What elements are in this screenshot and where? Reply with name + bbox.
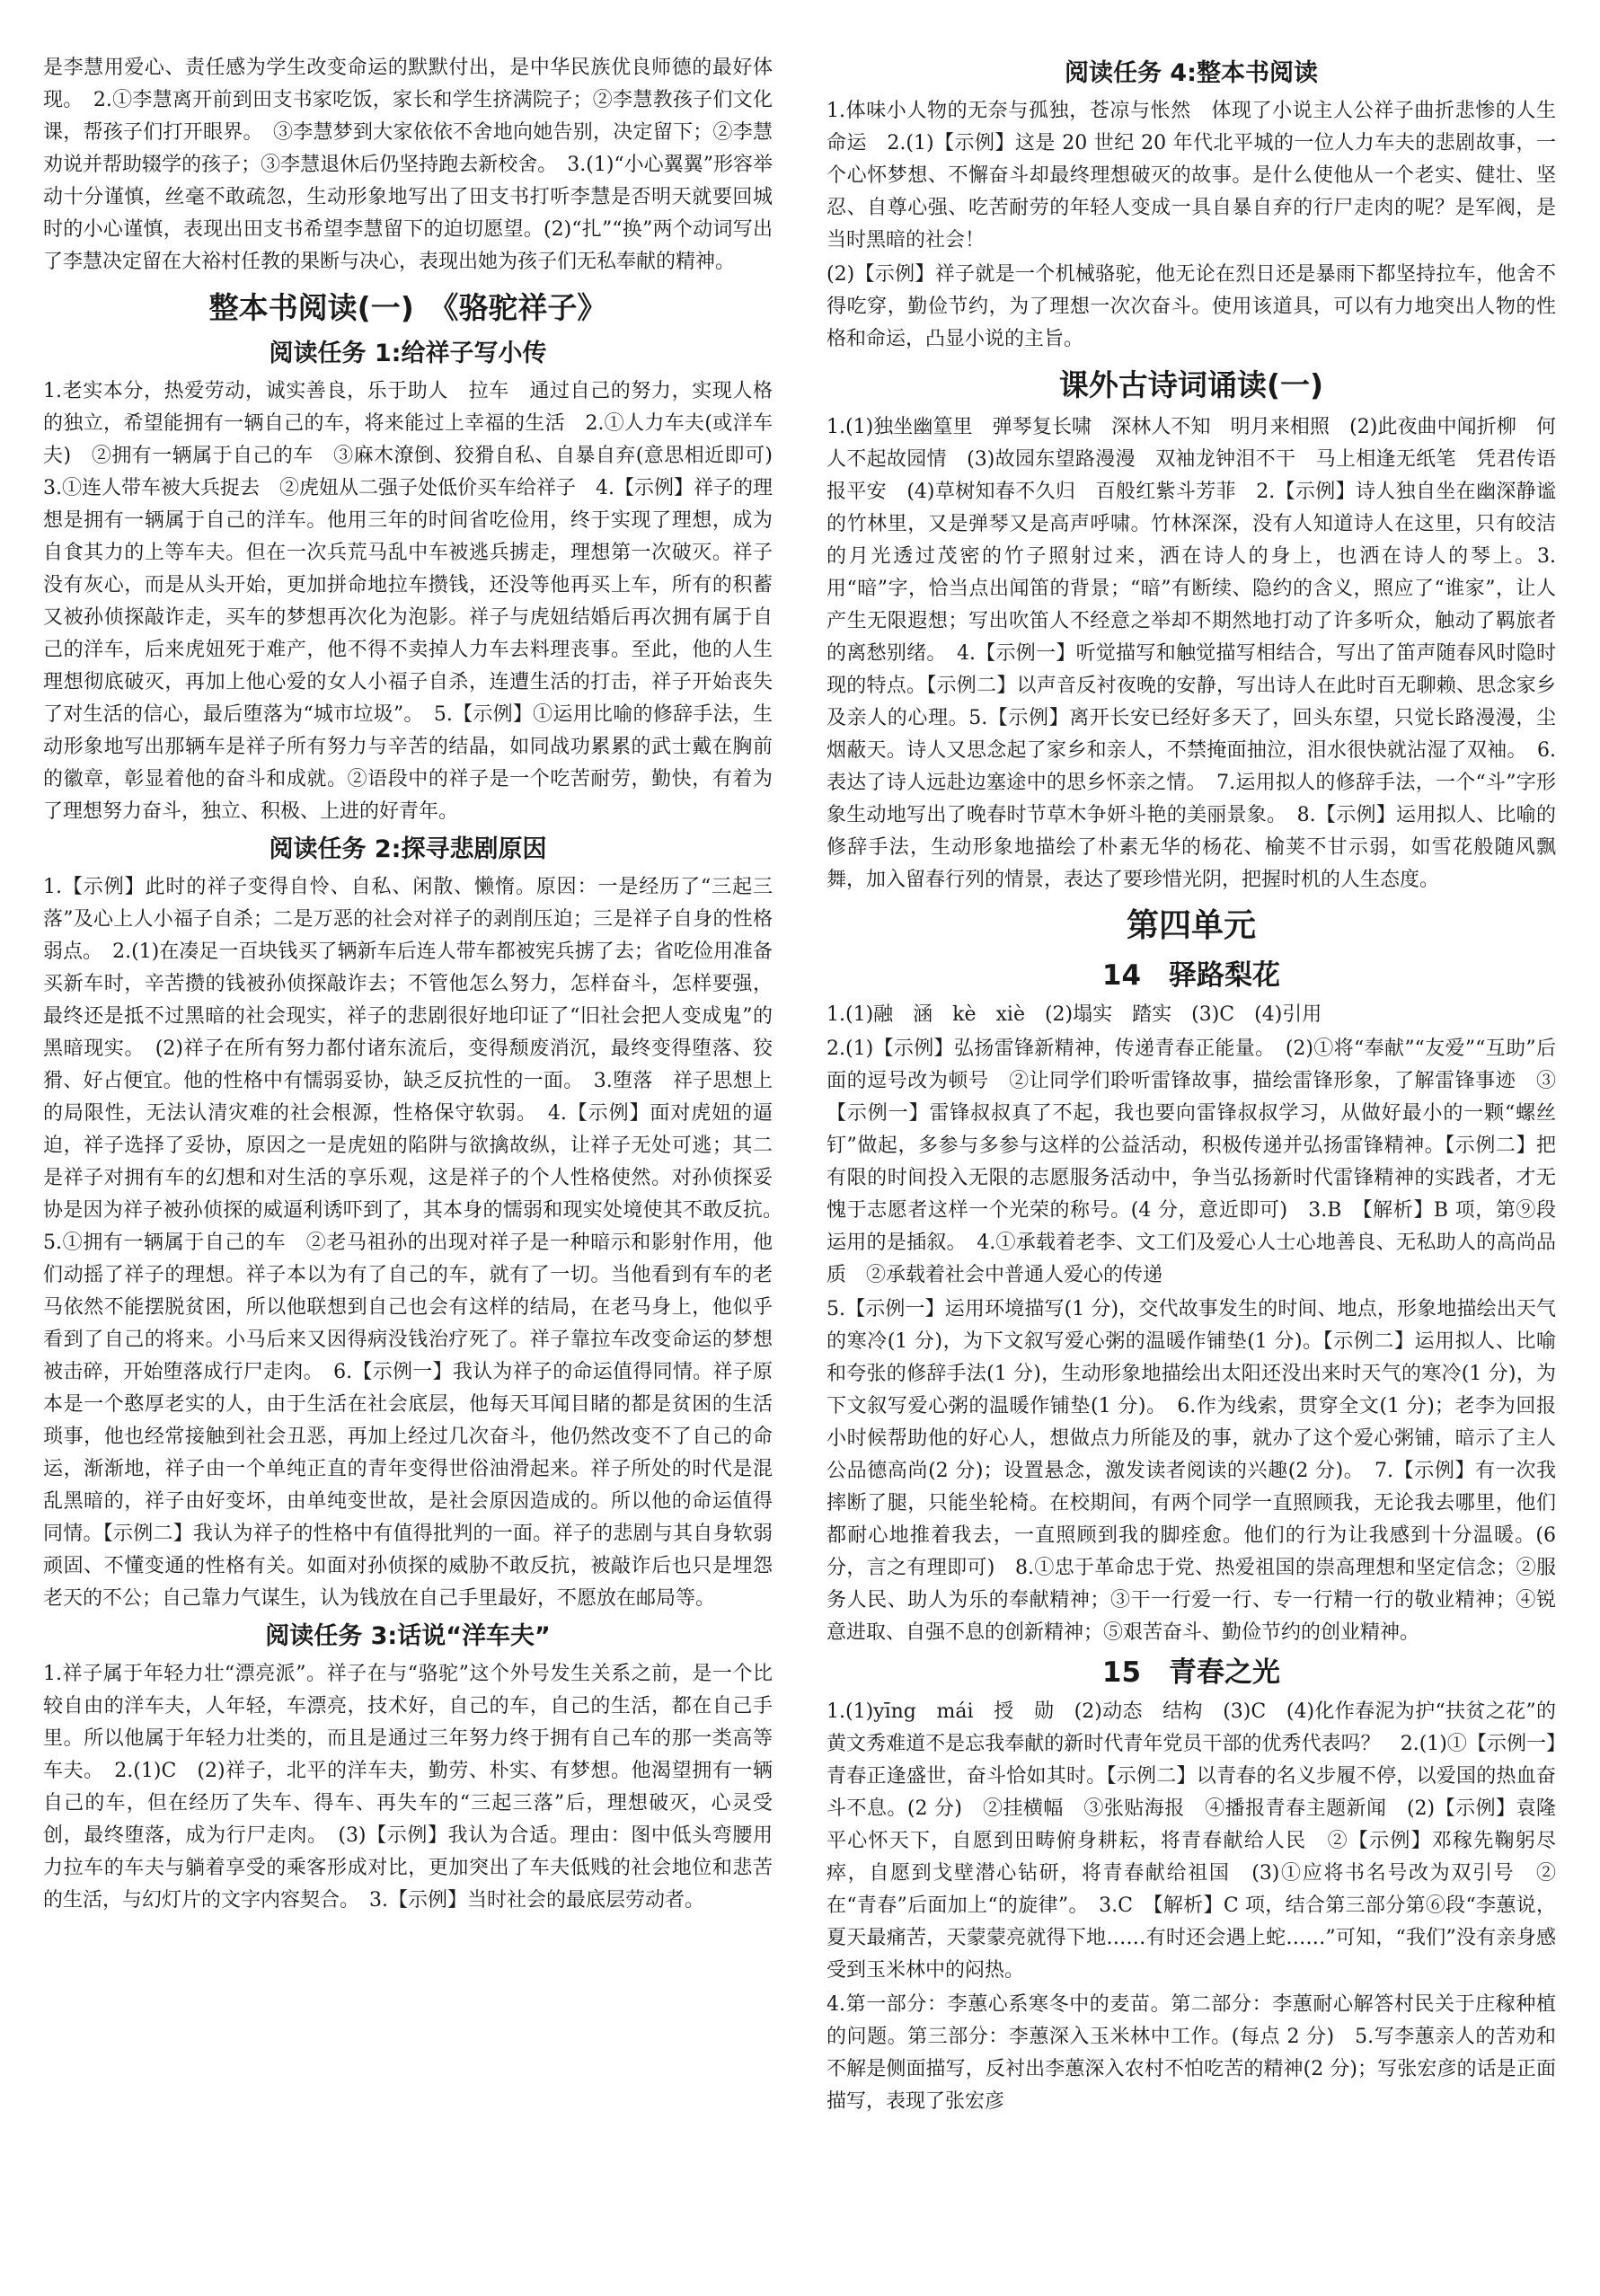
poetry-section-title: 课外古诗词诵读(一): [1058, 367, 1324, 402]
unit-four-title: 第四单元: [1126, 907, 1256, 944]
lesson14-paragraph-2: 2.(1)【示例】弘扬雷锋新精神，传递青春正能量。 (2)①将“奉献”“友爱”“互助”后面的逗号改为顿号 ②让同学们聆听雷锋故事，描绘雷锋形象，了解雷锋事迹 ③【示例一】雷锋叔叔真了不起，我也要向雷锋叔叔学习，从做好最小的一颗“螺丝钉”做起，多参与多参与这样的公益活动，积极传递并弘扬雷锋精神。【示例二】把有限的时间投入无限的志愿服务活动中，争当弘扬新时代雷锋精神的实践者，才无愧于志愿者这样一个光荣的称号。(4 分，意近即可) 3.B 【解析】B 项，第⑨段运用的是插叙。 4.①承载着老李、文工们及爱心人士心地善良、无私助人的高尚品质 ②承载着社会中普通人爱心的传递: [827, 1038, 1556, 1286]
lesson14-title: 14 驿路梨花: [1101, 959, 1281, 992]
task1-paragraph: 1.老实本分，热爱劳动，诚实善良，乐于助人 拉车 通过自己的努力，实现人格的独立，希望能拥有一辆自己的车，将来能过上幸福的生活 2.①人力车夫(或洋车夫) ②拥有一辆属于自己的车 ③麻木潦倒、狡猾自私、自暴自弃(意思相近即可) 3.①连人带车被大兵捉去 ②虎妞从二强子处低价买车给祥子 4.【示例】祥子的理想是拥有一辆属于自己的洋车。他用三年的时间省吃俭用，终于实现了理想，成为自食其力的上等车夫。但在一次兵荒马乱中车被逃兵掳走，理想第一次破灭。祥子没有灰心，而是从头开始，更加拼命地拉车攒钱，还没等他再买上车，所有的积蓄又被孙侦探敲诈走，买车的梦想再次化为泡影。祥子与虎妞结婚后再次拥有属于自己的洋车，后来虎妞死于难产，他不得不卖掉人力车去料理丧事。至此，他的人生理想彻底破灭，再加上他心爱的女人小福子自杀，连遭生活的打击，祥子开始丧失了对生活的信心，最后堕落为“城市垃圾”。 5.【示例】①运用比喻的修辞手法，生动形象地写出那辆车是祥子所有努力与辛苦的结晶，如同战功累累的武士戴在胸前的徽章，彰显着他的奋斗和成就。②语段中的祥子是一个吃苦耐劳，勤快，有着为了理想努力奋斗，独立、积极、上进的好青年。: [43, 380, 793, 823]
task3-paragraph: 1.祥子属于年轻力壮“漂亮派”。祥子在与“骆驼”这个外号发生关系之前，是一个比较自由的洋车夫，人年轻，车漂亮，技术好，自己的车，自己的生活，都在自己手里。所以他属于年轻力壮类的，而且是通过三年努力终于拥有自己车的那一类高等车夫。 2.(1)C (2)祥子，北平的洋车夫，勤劳、朴实、有梦想。他渴望拥有一辆自己的车，但在经历了失车、得车、再失车的“三起三落”后，理想破灭，心灵受创，最终堕落，成为行尸走肉。 (3)【示例】我认为合适。理由：图中低头弯腰用力拉车的车夫与躺着享受的乘客形成对比，更加突出了车夫低贱的社会地位和悲苦的生活，与幻灯片的文字内容契合。 3.【示例】当时社会的最底层劳动者。: [43, 1663, 773, 1912]
lesson15-paragraph-1: 1.(1)yīng mái 授 勋 (2)动态 结构 (3)C (4)化作春泥为护“扶贫之花”的黄文秀难道不是忘我奉献的新时代青年党员干部的优秀代表吗？ 2.(1)①【示例一】青春正逢盛世，奋斗恰如其时。【示例二】以青春的名义步履不停，以爱国的热血奋斗不息。(2 分) ②挂横幅 ③张贴海报 ④播报青春主题新闻 (2)【示例】袁隆平心怀天下，自愿到田畴俯身耕耘，将青春献给人民 ②【示例】邓稼先鞠躬尽瘁，自愿到戈壁潜心钻研，将青春献给祖国 (3)①应将书名号改为双引号 ②在“青春”后面加上“的旋律”。 3.C 【解析】C 项，结合第三部分第⑥段“李蕙说，夏天最痛苦，天蒙蒙亮就得下地……有时还会遇上蛇……”可知，“我们”没有亲身感受到玉米林中的闷热。: [827, 1700, 1556, 1982]
lesson15-title: 15 青春之光: [1101, 1656, 1281, 1689]
task1-title: 阅读任务 1:给祥子写小传: [269, 340, 547, 367]
task4-paragraph-1: 1.体味小人物的无奈与孤独，苍凉与怅然 体现了小说主人公祥子曲折悲惨的人生命运 2.(1)【示例】这是 20 世纪 20 年代北平城的一位人力车夫的悲剧故事，一个心怀梦想、不懈奋斗却最终理想破灭的故事。是什么使他从一个老实、健壮、坚忍、自尊心强、吃苦耐劳的年轻人变成一具自暴自弃的行尸走肉的呢？是军阀，是当时黑暗的社会！: [827, 100, 1556, 252]
task4-title: 阅读任务 4:整本书阅读: [1065, 59, 1318, 87]
lesson15-paragraph-2: 4.第一部分：李蕙心系寒冬中的麦苗。第二部分：李蕙耐心解答村民关于庄稼种植的问题。第三部分：李蕙深入玉米林中工作。(每点 2 分) 5.写李蕙亲人的苦劝和不解是侧面描写，反衬出李蕙深入农村不怕吃苦的精神(2 分)；写张宏彦的话是正面描写，表现了张宏彦: [827, 1993, 1556, 2113]
task3-title: 阅读任务 3:话说“洋车夫”: [265, 1622, 551, 1650]
task2-title: 阅读任务 2:探寻悲剧原因: [269, 835, 547, 863]
poetry-paragraph: 1.(1)独坐幽篁里 弹琴复长啸 深林人不知 明月来相照 (2)此夜曲中闻折柳 何人不起故园情 (3)故园东望路漫漫 双袖龙钟泪不干 马上相逢无纸笔 凭君传语报平安 (4)草树知春不久归 百般红紫斗芳菲 2.【示例】诗人独自坐在幽深静谧的竹林里，又是弹琴又是高声呼啸。竹林深深，没有人知道诗人在这里，只有皎洁的月光透过茂密的竹子照射过来，洒在诗人的身上，也洒在诗人的琴上。3.用“暗”字，恰当点出闻笛的背景；“暗”有断续、隐约的含义，照应了“谁家”，让人产生无限遐想；写出吹笛人不经意之举却不期然地打动了许多听众，触动了羁旅者的离愁别绪。 4.【示例一】听觉描写和触觉描写相结合，写出了笛声随春风时隐时现的特点。【示例二】以声音反衬夜晚的安静，写出诗人在此时百无聊赖、思念家乡及亲人的心理。5.【示例】离开长安已经好多天了，回头东望，只觉长路漫漫，尘烟蔽天。诗人又思念起了家乡和亲人，不禁掩面抽泣，泪水很快就沾湿了双袖。 6.表达了诗人远赴边塞途中的思乡怀亲之情。 7.运用拟人的修辞手法，一个“斗”字形象生动地写出了晚春时节草木争妍斗艳的美丽景象。 8.【示例】运用拟人、比喻的修辞手法，生动形象地描绘了朴素无华的杨花、榆荚不甘示弱，如雪花般随风飘舞，加入留春行列的情景，表达了要珍惜光阴，把握时机的人生态度。: [827, 416, 1556, 891]
lesson14-paragraph-3: 5.【示例一】运用环境描写(1 分)，交代故事发生的时间、地点，形象地描绘出天气的寒冷(1 分)，为下文叙写爱心粥的温暖作铺垫(1 分)。【示例二】运用拟人、比喻和夸张的修辞手法(1 分)，生动形象地描绘出太阳还没出来时天气的寒冷(1 分)，为下文叙写爱心粥的温暖作铺垫(1 分)。 6.作为线索，贯穿全文(1 分)；老李为回报小时候帮助他的好心人，想做点力所能及的事，就办了这个爱心粥铺，暗示了主人公品德高尚(2 分)；设置悬念，激发读者阅读的兴趣(2 分)。 7.【示例】有一次我摔断了腿，只能坐轮椅。在校期间，有两个同学一直照顾我，无论我去哪里，他们都耐心地推着我去，一直照顾到我的脚痊愈。他们的行为让我感到十分温暖。(6 分，言之有理即可) 8.①忠于革命忠于党、热爱祖国的崇高理想和坚定信念；②服务人民、助人为乐的奉献精神；③干一行爱一行、专一行精一行的敬业精神；④锐意进取、自强不息的创新精神；⑤艰苦奋斗、勤俭节约的创业精神。: [827, 1298, 1556, 1644]
lesson14-paragraph-1: 1.(1)融 涵 kè xiè (2)塌实 踏实 (3)C (4)引用: [827, 1003, 1322, 1026]
task4-paragraph-2: (2)【示例】祥子就是一个机械骆驼，他无论在烈日还是暴雨下都坚持拉车，他舍不得吃穿，勤俭节约，为了理想一次次奋斗。使用该道具，可以有力地突出人物的性格和命运，凸显小说的主旨。: [827, 263, 1556, 350]
left-column: [43, 52, 793, 1919]
task2-paragraph: 1.【示例】此时的祥子变得自怜、自私、闲散、懒惰。原因：一是经历了“三起三落”及心上人小福子自杀；二是万恶的社会对祥子的剥削压迫；三是祥子自身的性格弱点。 2.(1)在凑足一百块钱买了辆新车后连人带车都被宪兵掳了去；省吃俭用准备买新车时，辛苦攒的钱被孙侦探敲诈去；不管他怎么努力，怎样奋斗，怎样要强，最终还是抵不过黑暗的社会现实，祥子的悲剧很好地印证了“旧社会把人变成鬼”的黑暗现实。 (2)祥子在所有努力都付诸东流后，变得颓废消沉，最终变得堕落、狡猾、好占便宜。他的性格中有懦弱妥协，缺乏反抗性的一面。 3.堕落 祥子思想上的局限性，无法认清灾难的社会根源，性格保守软弱。 4.【示例】面对虎妞的逼迫，祥子选择了妥协，原因之一是虎妞的陷阱与欲擒故纵，让祥子无处可逃；其二是祥子对拥有车的幻想和对生活的享乐观，这是祥子的个人性格使然。对孙侦探妥协是因为祥子被孙侦探的威逼利诱吓到了，其本身的懦弱和现实处境使其不敢反抗。 5.①拥有一辆属于自己的车 ②老马祖孙的出现对祥子是一种暗示和影射作用，他们动摇了祥子的理想。祥子本以为有了自己的车，就有了一切。当他看到有车的老马依然不能摆脱贫困，所以他联想到自己也会有这样的结局，在老马身上，他似乎看到了自己的将来。小马后来又因得病没钱治疗死了。祥子靠拉车改变命运的梦想被击碎，开始堕落成行尸走肉。 6.【示例一】我认为祥子的命运值得同情。祥子原本是一个憨厚老实的人，由于生活在社会底层，他每天耳闻目睹的都是贫困的生活琐事，他也经常接触到社会丑恶，再加上经过几次奋斗，他仍然改变不了自己的命运，渐渐地，祥子由一个单纯正直的青年变得世俗油滑起来。祥子所处的时代是混乱黑暗的，祥子由好变坏，由单纯变世故，是社会原因造成的。所以他的命运值得同情。【示例二】我认为祥子的性格中有值得批判的一面。祥子的悲剧与其自身软弱顽固、不懂变通的性格有关。如面对孙侦探的威胁不敢反抗，被敲诈后也只是埋怨老天的不公；自己靠力气谋生，认为钱放在自己手里最好，不愿放在邮局等。: [43, 876, 793, 1610]
right-column: [827, 52, 1556, 2120]
intro-paragraph: 是李慧用爱心、责任感为学生改变命运的默默付出，是中华民族优良师德的最好体现。 2.①李慧离开前到田支书家吃饭，家长和学生挤满院子；②李慧教孩子们文化课，帮孩子们打开眼界。 ③李慧梦到大家依依不舍地向她告别，决定留下；②李慧劝说并帮助辍学的孩子；③李慧退休后仍坚持跑去新校舍。 3.(1)“小心翼翼”形容举动十分谨慎，丝毫不敢疏忽，生动形象地写出了田支书打听李慧是否明天就要回城时的小心谨慎，表现出田支书希望李慧留下的迫切愿望。(2)“扎”“换”两个动词写出了李慧决定留在大裕村任教的果断与决心，表现出她为孩子们无私奉献的精神。: [43, 57, 773, 273]
section-title-camel-xiangzi: 整本书阅读(一) 《骆驼祥子》: [208, 290, 607, 325]
